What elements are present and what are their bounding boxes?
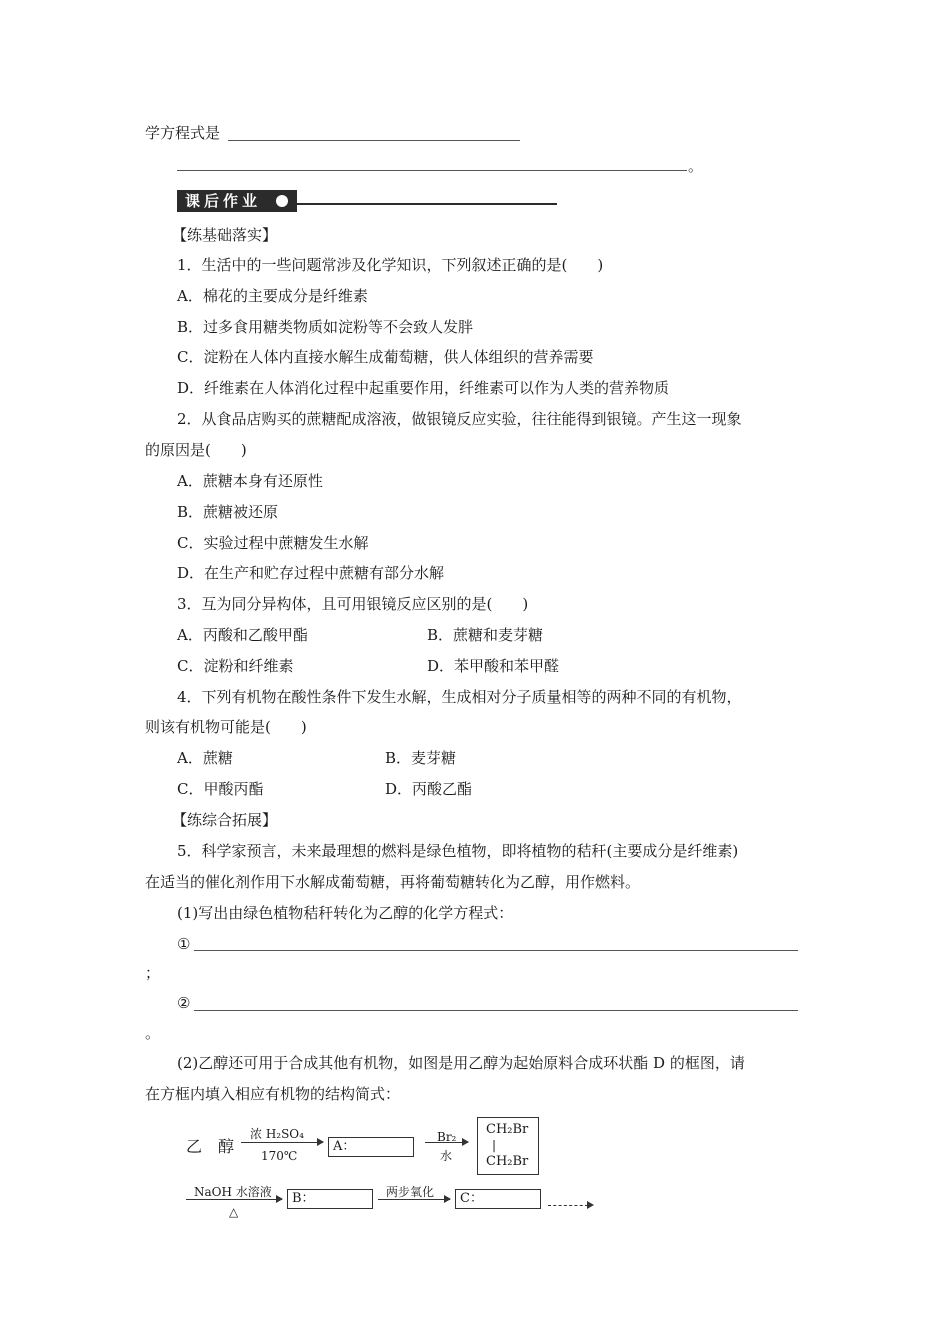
semicolon: ； — [145, 964, 161, 982]
q3-option-d: D．苯甲酸和苯甲醛 — [427, 657, 560, 675]
q4-stem-cont: 则该有机物可能是( ) — [145, 718, 307, 736]
extension-title: 【练综合拓展】 — [172, 811, 278, 829]
condition-2-bottom: 水 — [440, 1149, 453, 1163]
box-b[interactable]: B： — [287, 1189, 373, 1209]
q5-part2: (2)乙醇还可用于合成其他有机物，如图是用乙醇为起始原料合成环状酯 D 的框图，请 — [177, 1054, 745, 1072]
answer-blank-2[interactable] — [194, 1010, 798, 1011]
q5-stem-cont: 在适当的催化剂作用下水解成葡萄糖，再将葡萄糖转化为乙醇，用作燃料。 — [145, 873, 641, 891]
end-mark: 。 — [688, 157, 704, 175]
q1-option-c: C．淀粉在人体内直接水解生成葡萄糖，供人体组织的营养需要 — [177, 348, 594, 366]
q5-part1: (1)写出由绿色植物秸秆转化为乙醇的化学方程式： — [177, 904, 514, 922]
q2-option-b: B．蔗糖被还原 — [177, 503, 279, 521]
answer-blank[interactable] — [177, 170, 687, 171]
dashed-arrow-line — [548, 1205, 588, 1206]
condition-1-top: 浓 H₂SO₄ — [250, 1127, 304, 1141]
condition-2-top: Br₂ — [437, 1130, 457, 1144]
basics-title: 【练基础落实】 — [172, 226, 278, 244]
condition-4-top: 两步氧化 — [386, 1185, 435, 1199]
q1-option-d: D．纤维素在人体消化过程中起重要作用，纤维素可以作为人类的营养物质 — [177, 379, 670, 397]
q2-stem-cont: 的原因是( ) — [145, 441, 247, 459]
q5-part2-cont: 在方框内填入相应有机物的结构简式： — [145, 1085, 401, 1103]
blank-marker-2: ② — [177, 994, 191, 1012]
product-bottom: CH₂Br — [486, 1154, 529, 1169]
q4-option-b: B．麦芽糖 — [385, 749, 457, 767]
answer-blank-1[interactable] — [194, 950, 798, 951]
answer-blank[interactable] — [228, 140, 520, 141]
product-top: CH₂Br — [486, 1122, 529, 1137]
q5-stem: 5．科学家预言，未来最理想的燃料是绿色植物，即将植物的秸秆(主要成分是纤维素) — [177, 842, 739, 860]
arrow-1 — [241, 1142, 323, 1143]
q3-option-c: C．淀粉和纤维素 — [177, 657, 294, 675]
q1-stem: 1．生活中的一些问题常涉及化学知识，下列叙述正确的是( ) — [177, 256, 604, 274]
section-header: 课后作业 — [177, 190, 297, 212]
q4-option-a: A．蔗糖 — [177, 749, 233, 767]
arrow-2 — [425, 1142, 468, 1143]
q4-option-d: D．丙酸乙酯 — [385, 780, 473, 798]
arrow-head-icon — [587, 1201, 594, 1209]
continued-text: 学方程式是 — [145, 124, 221, 142]
q1-option-b: B．过多食用糖类物质如淀粉等不会致人发胖 — [177, 318, 474, 336]
arrow-3 — [186, 1199, 282, 1200]
product-box — [477, 1117, 539, 1175]
header-rule — [297, 203, 557, 205]
arrow-4 — [378, 1199, 450, 1200]
blank-marker-1: ① — [177, 935, 191, 953]
q1-option-a: A．棉花的主要成分是纤维素 — [177, 287, 368, 305]
bullet-icon — [276, 195, 288, 207]
q2-option-a: A．蔗糖本身有还原性 — [177, 472, 323, 490]
condition-1-bottom: 170℃ — [261, 1149, 298, 1163]
product-bond: | — [492, 1138, 497, 1152]
box-c[interactable]: C： — [455, 1189, 541, 1209]
q4-stem: 4．下列有机物在酸性条件下发生水解，生成相对分子质量相等的两种不同的有机物， — [177, 688, 742, 706]
period: 。 — [145, 1024, 161, 1042]
condition-3-bottom: △ — [229, 1205, 239, 1219]
q2-option-d: D．在生产和贮存过程中蔗糖有部分水解 — [177, 564, 445, 582]
scheme-start: 乙 醇 — [186, 1137, 235, 1156]
q2-option-c: C．实验过程中蔗糖发生水解 — [177, 534, 369, 552]
q4-option-c: C．甲酸丙酯 — [177, 780, 264, 798]
box-a[interactable]: A： — [328, 1137, 414, 1157]
q3-stem: 3．互为同分异构体，且可用银镜反应区别的是( ) — [177, 595, 529, 613]
condition-3-top: NaOH 水溶液 — [194, 1185, 272, 1199]
q3-option-a: A．丙酸和乙酸甲酯 — [177, 626, 308, 644]
q2-stem: 2．从食品店购买的蔗糖配成溶液，做银镜反应实验，往往能得到银镜。产生这一现象 — [177, 410, 742, 428]
q3-option-b: B．蔗糖和麦芽糖 — [427, 626, 544, 644]
